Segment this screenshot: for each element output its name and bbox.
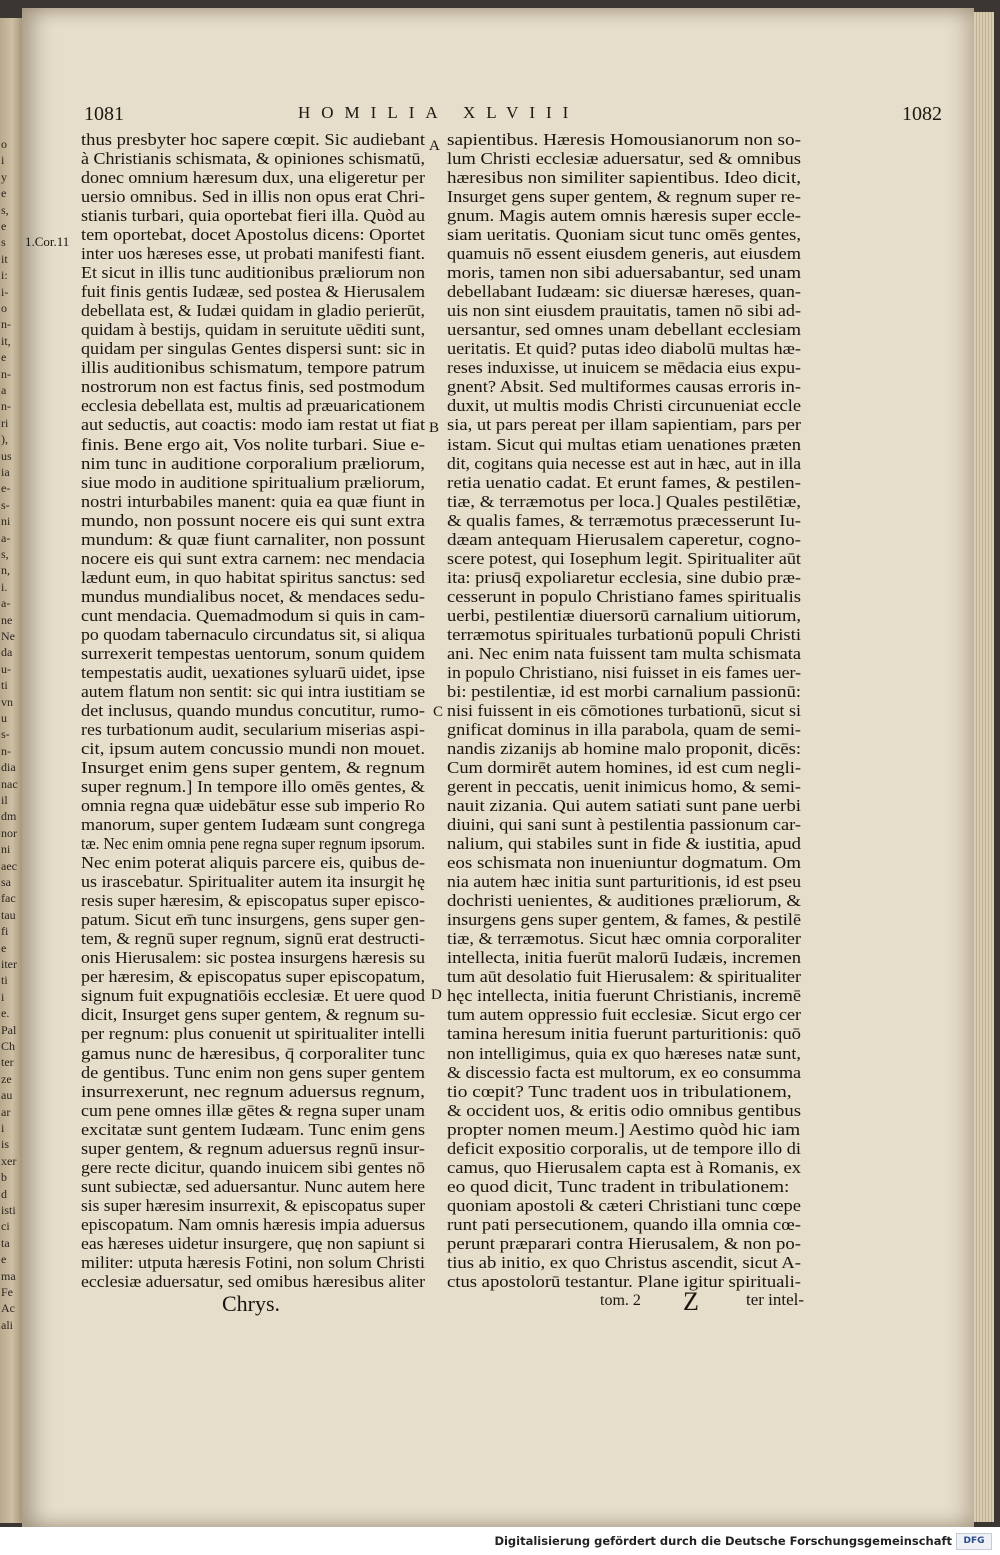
text-line: eo quod dicit, Tunc tradent in tribulationem: xyxy=(447,1176,790,1196)
prev-page-fragment: s xyxy=(1,235,6,250)
prev-page-fragment: b xyxy=(1,1170,7,1185)
text-line: excitatæ sunt gentem Iudæam. Tunc enim gens xyxy=(81,1119,425,1139)
volume-mark: tom. 2 xyxy=(600,1292,641,1309)
text-line: gnificat dominus in illa parabola, quam de semi- xyxy=(447,719,801,739)
prev-page-fragment: ter xyxy=(1,1055,14,1070)
text-line: camus, quo Hierusalem capta est à Romanis, ex xyxy=(447,1157,801,1177)
text-line: nostri inturbabiles manent: quia ea quæ fiunt in xyxy=(81,491,425,511)
prev-page-fragment: n, xyxy=(1,563,10,578)
text-line: ctus apostolorū testantur. Plane igitur spirituali- xyxy=(447,1271,801,1291)
text-line: finis. Bene ergo ait, Vos nolite turbari. Siue e- xyxy=(81,434,425,454)
text-line: Cum dormirēt autem homines, id est cum negli- xyxy=(447,758,801,778)
text-line: gnent? Absit. Sed multiformes causas erroris in- xyxy=(447,377,801,397)
text-line: nia autem hæc initia sunt parturitionis, id est pseu xyxy=(447,872,801,892)
text-line: mundum: & quæ fiunt carnaliter, non possunt xyxy=(81,529,425,549)
right-page-number: 1082 xyxy=(902,103,942,125)
prev-page-fragment: xer xyxy=(1,1153,17,1168)
prev-page-fragment: nac xyxy=(1,776,18,791)
prev-page-fragment: a- xyxy=(1,596,11,611)
text-line: gere recte dicitur, quando inuicem sibi gentes nō xyxy=(81,1157,425,1177)
text-line: stianis turbari, quia oportebat fieri illa. Quòd au xyxy=(81,206,425,226)
text-line: res turbationum audit, secularium miserias aspi- xyxy=(81,719,425,739)
text-line: gamus nunc de hæresibus, q̄ corporaliter tunc xyxy=(81,1043,425,1063)
text-line: tum aūt desolatio fuit Hierusalem: & spiritualiter xyxy=(447,967,801,987)
text-line: surrexerit tempestas uentorum, sonum quidem xyxy=(81,643,425,663)
prev-page-fragment: nor xyxy=(1,825,17,840)
text-line: Insurget enim gens super gentem, & regnum xyxy=(81,758,425,778)
prev-page-fragment: a- xyxy=(1,530,11,545)
text-line: nostrorum non est factus finis, sed postmodum xyxy=(81,377,425,397)
prev-page-fragment: o xyxy=(1,301,7,315)
text-line: tiæ, & terræmotus. Sicut hæc omnia corporaliter xyxy=(447,929,801,949)
text-line: omnia regna quæ uidebātur esse sub imperio Ro xyxy=(81,796,425,816)
text-line: hæresibus non similiter sapientibus. Ideo dicit, xyxy=(447,168,801,188)
text-line: tem oportebat, docet Apostolus dicens: Oportet xyxy=(81,225,425,245)
text-line: debellata est, & Iudæi quidam in gladio perierūt, xyxy=(81,301,425,321)
prev-page-fragment: ni xyxy=(1,514,11,529)
prev-page-fragment: Ne xyxy=(1,629,15,643)
text-line: ecclesia debellata est, multis ad præuaricationem xyxy=(81,396,425,416)
text-line: eos schismata non inueniuntur dogmatum. Om xyxy=(447,853,801,873)
prev-page-fragment: e xyxy=(1,219,7,233)
text-line: us irascebatur. Spiritualiter autem ita insurgit hę xyxy=(81,872,425,892)
prev-page-fragment: ia xyxy=(1,465,10,479)
text-line: per regnum: plus conuenit ut spiritualiter intelli xyxy=(81,1024,425,1044)
prev-page-fragment: e xyxy=(1,1252,7,1267)
text-line: tem, & regnū super regnum, signū erat destructi- xyxy=(81,929,425,949)
text-line: moris, tamen non sibi aduersabantur, sed unam xyxy=(447,263,801,283)
text-line: mundus mundialibus nocet, & mendaces sedu- xyxy=(81,586,426,606)
margin-note: 1.Cor.11 xyxy=(25,234,70,249)
section-marker-d: D xyxy=(431,987,442,1003)
text-line: ecclesiæ aduersatur, sed omibus hæresibus aliter xyxy=(81,1271,425,1291)
text-line: eas hæreses uidetur insurgere, quę non sapiunt si xyxy=(81,1233,425,1253)
text-line: quidam per singulas Gentes dispersi sunt: sic in xyxy=(81,339,425,359)
text-line: lum Christi ecclesiæ aduersatur, sed & omnibus xyxy=(447,149,801,169)
prev-page-fragment: e. xyxy=(1,1006,10,1021)
prev-page-fragment: e xyxy=(1,186,7,201)
text-line: diuini, qui sani sunt à pestilentia passionum car- xyxy=(447,815,801,835)
left-text-column xyxy=(81,130,425,1291)
text-line: insurgens gens super gentem, & fames, & pestilē xyxy=(447,910,801,930)
prev-page-fragment: fac xyxy=(1,891,16,906)
prev-page-fragment: n- xyxy=(1,399,11,414)
prev-page-fragment: tau xyxy=(1,907,16,922)
previous-page-edge xyxy=(0,18,22,1523)
prev-page-fragment: n- xyxy=(1,743,11,758)
prev-page-fragment: il xyxy=(1,793,8,807)
text-line: illis auditionibus schismatum, tempore patrum xyxy=(81,358,425,378)
section-marker-b: B xyxy=(429,420,440,436)
text-line: tiæ, & terræmotus per loca.] Quales pestilētiæ, xyxy=(447,491,801,511)
text-line: gerent in peccatis, uenit inimicus homo, & semi- xyxy=(447,777,801,797)
prev-page-fragment: u xyxy=(1,711,7,725)
prev-page-fragment: vn xyxy=(1,694,13,709)
text-line: dochristi uenientes, & auditiones præliorum, & xyxy=(447,891,801,911)
text-line: tæ. Nec enim omnia pene regna super regnum ipsorum. xyxy=(81,834,425,854)
text-line: tamina heresum initia fuerunt parturitionis: quō xyxy=(447,1024,801,1044)
text-line: bi: pestilentiæ, id est morbi carnalium passionū: xyxy=(447,681,801,701)
prev-page-fragment: n- xyxy=(1,366,11,381)
text-line: donec omnium hæresum dux, una eligeretur per xyxy=(81,168,425,188)
text-line: cit, ipsum autem concussio mundi non mouet. xyxy=(81,739,425,758)
left-page-number: 1081 xyxy=(84,103,124,125)
text-line: Et sicut in illis tunc auditionibus præliorum non xyxy=(81,263,425,283)
prev-page-fragment: s, xyxy=(1,202,9,217)
prev-page-fragment: e xyxy=(1,940,7,955)
text-line: siam ueritatis. Quoniam sicut tunc omēs gentes, xyxy=(447,225,801,245)
text-line: Nec enim poterat aliquis parcere eis, quibus de- xyxy=(81,853,425,873)
prev-page-fragment: ali xyxy=(1,1317,13,1332)
prev-page-fragment: ni xyxy=(1,842,11,857)
prev-page-fragment: i. xyxy=(1,579,8,594)
text-line: tum autem oppressio fuit ecclesiæ. Sicut ergo cer xyxy=(447,1005,801,1025)
running-title: HOMILIA XLVIII xyxy=(298,103,580,122)
text-line: dit, cogitans quia necesse est aut in hæc, aut in illa xyxy=(447,453,801,473)
prev-page-fragment: i xyxy=(1,1121,5,1135)
text-line: & discessio facta est multorum, ex eo consumma xyxy=(447,1062,801,1082)
text-line: insurrexerunt, nec regnum aduersus regnum, xyxy=(81,1081,425,1101)
text-line: det inclusus, quando mundus concutitur, rumo- xyxy=(81,700,425,720)
prev-page-fragment: fi xyxy=(1,924,9,939)
prev-page-fragment: is xyxy=(1,1137,10,1152)
text-line: patum. Sicut em̄ tunc insurgens, gens super gen- xyxy=(81,910,425,930)
prev-page-fragment: n- xyxy=(1,317,11,332)
text-line: quidam à bestijs, quidam in seruitute uēditi sunt, xyxy=(81,320,425,340)
text-line: non intelligimus, quia ex quo hæreses natæ sunt, xyxy=(447,1043,801,1063)
text-line: uersantur, sed omnes unam debellant ecclesiam xyxy=(447,320,801,340)
right-text-column xyxy=(447,130,801,1291)
viewer-footer-bar xyxy=(0,1527,1000,1555)
prev-page-fragment: isti xyxy=(1,1203,16,1217)
text-line: uerbi, pestilentiæ diuersorū carnalium uitiorum, xyxy=(447,605,801,625)
text-line: propter nomen meum.] Aestimo quòd hic iam xyxy=(447,1119,801,1139)
prev-page-fragment: d xyxy=(1,1186,7,1201)
prev-page-fragment: ne xyxy=(1,612,13,627)
prev-page-fragment: a xyxy=(1,383,7,397)
section-marker-c: C xyxy=(433,704,444,720)
prev-page-fragment: s- xyxy=(1,497,10,512)
prev-page-fragment: sa xyxy=(1,875,11,889)
text-line: retia uenatio cadat. Et erunt fames, & pestilen- xyxy=(447,472,801,492)
text-line: terræmotus spirituales turbationū populi Christi xyxy=(447,624,801,644)
catchword-right: ter intel- xyxy=(746,1290,805,1309)
text-line: de gentibus. Tunc enim non gens super gentem xyxy=(81,1062,425,1082)
prev-page-fragment: dm xyxy=(1,809,17,824)
prev-page-fragment: ar xyxy=(1,1104,11,1119)
prev-page-fragment: ri xyxy=(1,415,9,430)
text-line: episcopatum. Nam omnis hæresis impia aduersus xyxy=(81,1214,425,1234)
text-line: sis super hæresim insurrexit, & episcopatus super xyxy=(81,1195,425,1215)
text-line: quoniam apostoli & cæteri Christiani tunc cœpe xyxy=(447,1195,801,1215)
signature-mark: Z xyxy=(683,1287,699,1316)
prev-page-fragment: dia xyxy=(1,760,16,775)
section-marker-a: A xyxy=(429,138,440,154)
text-line: sia, ut pars pereat per illam sapientiam, pars per xyxy=(447,415,801,435)
text-line: manorum, super gentem Iudæam sunt congrega xyxy=(81,815,425,835)
prev-page-fragment: s- xyxy=(1,727,10,742)
text-line: & occident uos, & eritis odio omnibus gentibus xyxy=(447,1100,801,1120)
text-line: à Christianis schismata, & opiniones schismatū, xyxy=(81,149,425,169)
text-line: autem flatum non sentit: sic qui intra iustitiam se xyxy=(81,681,425,701)
prev-page-fragment: au xyxy=(1,1088,13,1103)
text-line: ani. Nec enim nata fuissent tam multa schismata xyxy=(447,643,801,663)
prev-page-fragment: Pal xyxy=(1,1022,17,1037)
prev-page-fragment: e- xyxy=(1,481,11,496)
text-line: & qualis fames, & terræmotus præcesserunt Iu- xyxy=(447,510,801,530)
page-stack-edge xyxy=(974,12,994,1522)
prev-page-fragment: Fe xyxy=(1,1285,13,1299)
text-line: reses induxisse, ut inuicem se mēdacia eius expu- xyxy=(447,358,801,378)
text-line: perunt præparari contra Hierusalem, & non po- xyxy=(447,1233,801,1253)
prev-page-fragment: i xyxy=(1,153,5,168)
text-line: super gentem, & regnum aduersus regnū insur- xyxy=(81,1138,426,1158)
text-line: aut seductis, aut coactis: modo iam restat ut fiat xyxy=(81,415,426,435)
text-line: intellecta, initia fuerūt malorū Iudæis, incremen xyxy=(447,948,801,968)
prev-page-fragment: ti xyxy=(1,973,8,988)
prev-page-fragment: ti xyxy=(1,678,8,693)
prev-page-fragment: us xyxy=(1,448,12,463)
text-line: nalium, qui stabiles sunt in fide & iustitia, apud xyxy=(447,834,801,854)
text-line: tius ab initio, ex quo Christus ascendit, sicut A- xyxy=(447,1252,801,1272)
text-line: resis super hæresim, & episcopatus super episco- xyxy=(81,891,425,911)
text-line: gnum. Magis autem omnis hæresis super eccle- xyxy=(447,206,801,226)
prev-page-fragment: da xyxy=(1,645,13,660)
text-line: nandis zizanijs ab homine malo proponit, dicēs: xyxy=(447,739,801,758)
text-line: per hæresim, & episcopatus super episcopatum, xyxy=(81,967,425,987)
text-line: quamuis nō essent eiusdem generis, aut eiusdem xyxy=(447,244,801,264)
text-line: sunt subiectæ, sed aduersantur. Nunc autem here xyxy=(81,1176,426,1196)
text-line: nocere eis qui sunt extra carnem: nec mendacia xyxy=(81,548,425,568)
text-line: sapientibus. Hæresis Homousianorum non so- xyxy=(447,130,801,149)
prev-page-fragment: iter xyxy=(1,957,17,971)
prev-page-fragment: i: xyxy=(1,268,8,283)
prev-page-fragment: i- xyxy=(1,284,9,299)
text-line: Insurget gens super gentem, & regnum super re- xyxy=(447,187,801,207)
text-line: uersio omnibus. Sed in illis non opus erat Chri- xyxy=(81,187,425,207)
text-line: scere potest, qui Iosephum legit. Spiritualiter aūt xyxy=(447,548,801,568)
text-line: uis non sint eiusdem prauitatis, tamen nō sibi ad- xyxy=(447,301,801,321)
text-line: debellabant Iudæam: sic diuersæ hæreses, quan- xyxy=(447,282,801,302)
text-line: in populo Christiano, nisi fuisset in eis fames uer- xyxy=(447,662,801,682)
text-line: ita: priusq̄ expoliaretur ecclesia, sine dubio præ- xyxy=(447,567,801,587)
text-line: cesserunt in populo Christiano fames spiritualis xyxy=(447,586,801,606)
text-line: nim tunc in auditione corporalium præliorum, xyxy=(81,453,425,473)
prev-page-fragment: ta xyxy=(1,1235,10,1250)
text-line: siue modo in auditione spiritualium præliorum, xyxy=(81,472,425,492)
text-line: nauit zizania. Qui autem satiati sunt pane uerbi xyxy=(447,796,801,816)
text-line: dæam antequam Hierusalem caperetur, cogno- xyxy=(447,529,801,549)
text-line: ueritatis. Et quid? putas ideo diabolū multas hæ- xyxy=(447,339,801,359)
text-line: militer: utputa hæresis Fotini, non solum Christi xyxy=(81,1252,425,1272)
catchword-left: Chrys. xyxy=(222,1291,281,1316)
text-line: mundo, non possunt nocere eis qui sunt extra xyxy=(81,510,425,530)
text-line: po quodam tabernaculo circundatus sit, si aliqua xyxy=(81,624,425,644)
text-line: istam. Sicut qui multas etiam uenationes præten xyxy=(447,434,801,454)
text-line: duxit, ut multis modis Christi circunueniat eccle xyxy=(447,396,801,416)
text-line: cunt mendacia. Quemadmodum si quis in cam- xyxy=(81,605,425,625)
prev-page-fragment: aec xyxy=(1,858,17,873)
prev-page-fragment: s, xyxy=(1,547,9,561)
text-line: signum fuit expugnatiōis ecclesiæ. Et uere quod xyxy=(81,986,425,1006)
prev-page-fragment: it xyxy=(1,251,8,266)
prev-page-fragment: ci xyxy=(1,1219,10,1234)
prev-page-fragment: ma xyxy=(1,1268,16,1283)
text-line: lædunt eum, in quo habitat spiritus sanctus: sed xyxy=(81,567,425,587)
text-line: hęc intellecta, initia fuerunt Christianis, incremē xyxy=(447,986,801,1006)
prev-page-fragment: ze xyxy=(1,1071,12,1086)
prev-page-fragment: e xyxy=(1,350,7,365)
dfg-logo: DFG xyxy=(956,1533,992,1550)
text-line: inter uos hæreses esse, ut probati manifesti fiant. xyxy=(81,244,426,264)
text-line: tio cœpit? Tunc tradent uos in tribulationem, xyxy=(447,1081,792,1101)
text-line: super regnum.] In tempore illo omēs gentes, & xyxy=(81,777,425,797)
funding-notice: Digitalisierung gefördert durch die Deutsche Forschungsgemeinschaft xyxy=(494,1534,952,1548)
prev-page-fragment: it, xyxy=(1,333,11,348)
prev-page-fragment: ), xyxy=(1,432,8,447)
prev-page-fragment: Ac xyxy=(1,1301,15,1316)
text-line: runt pati persecutionem, quando illa omnia cœ- xyxy=(447,1214,801,1234)
prev-page-fragment: Ch xyxy=(1,1039,16,1053)
text-line: tempestatis audit, uexationes syluarū uidet, ipse xyxy=(81,662,425,682)
text-line: nisi fuissent in eis cōmotiones turbationū, sicut si xyxy=(447,700,801,720)
text-line: thus presbyter hoc sapere cœpit. Sic audiebant xyxy=(81,130,425,149)
text-line: fuit finis gentis Iudææ, sed postea & Hierusalem xyxy=(81,282,425,302)
text-line: cum pene omnes illæ gētes & regna super unam xyxy=(81,1100,425,1120)
prev-page-fragment: i xyxy=(1,989,5,1004)
prev-page-fragment: o xyxy=(1,137,7,151)
text-line: dicit, Insurget gens super gentem, & regnum su- xyxy=(81,1005,425,1025)
prev-page-fragment: y xyxy=(1,169,7,184)
text-line: deficit expositio corporalis, ut de tempore illo di xyxy=(447,1138,801,1158)
prev-page-fragment: u- xyxy=(1,661,11,676)
text-line: onis Hierusalem: sic postea insurgens hæresis su xyxy=(81,948,425,968)
